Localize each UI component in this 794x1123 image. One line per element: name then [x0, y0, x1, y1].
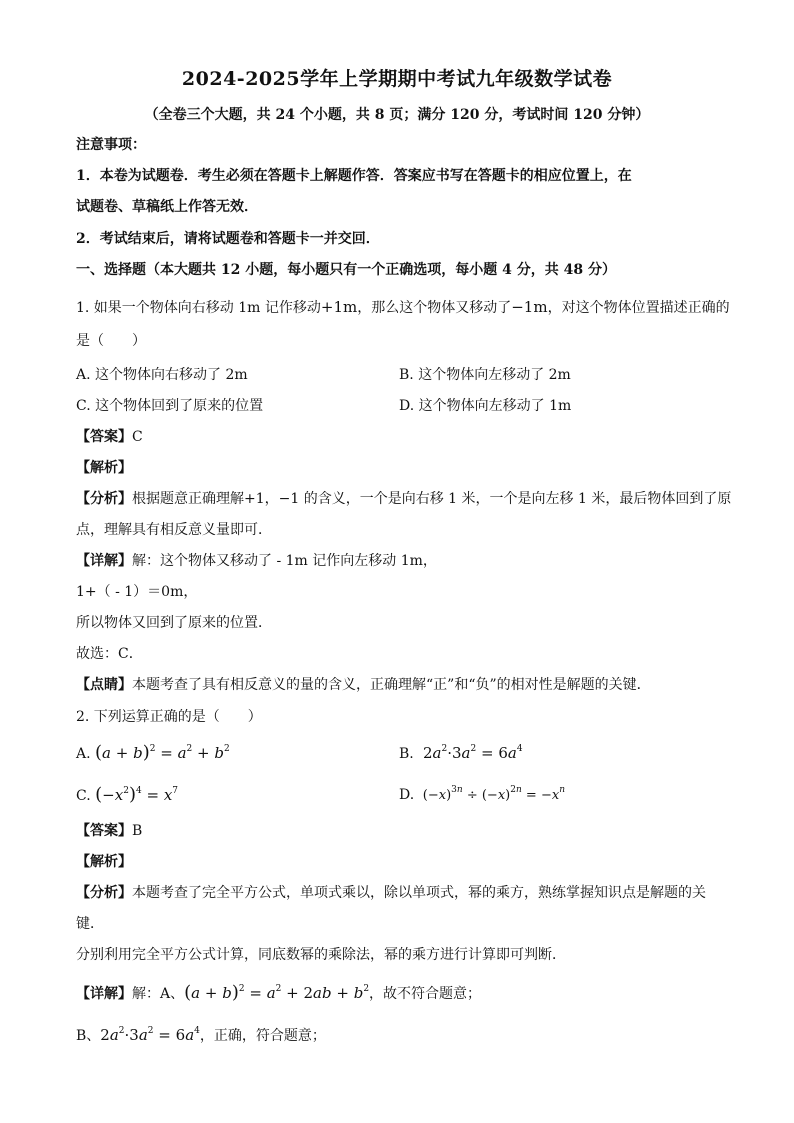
q2-stem: 2. 下列运算正确的是（ ）: [76, 709, 262, 725]
q1-dianjing: [76, 675, 651, 695]
q1-stem-part-1: 1. 如果一个物体向右移动 1m 记作移动: [76, 300, 321, 316]
q2-option-a-label: A.: [76, 746, 91, 762]
q2-option-d-label: D.: [399, 787, 415, 803]
q1-answer: [76, 427, 143, 447]
notice-item-1-line-1: 1．本卷为试题卷．考生必须在答题卡上解题作答．答案应书写在答题卡的相应位置上，在: [76, 168, 632, 184]
q1-dianjing-tag: 【点睛】: [76, 677, 132, 693]
q2-option-d-formula: $(-x)^{3n} \div (-x)^{2n} = -x^n$: [422, 785, 565, 803]
q1-answer-value: C: [132, 429, 143, 445]
q1-dianjing-text: 本题考查了具有相反意义的量的含义，正确理解“正”和“负”的相对性是解题的关键．: [132, 677, 651, 693]
q1-stem-part-3: ，对这个物体位置描述正确的: [547, 300, 730, 316]
q2-xiangjie-a-prefix: 解：A、: [132, 986, 185, 1002]
q1-analysis-tag: 【解析】: [76, 460, 132, 476]
q2-xiangjie-a-suffix: ，故不符合题意；: [369, 986, 482, 1002]
q2-xiangjie-a-formula: $(a + b)^2 = a^2 + 2ab + b^2$: [184, 982, 370, 1003]
q1-option-d: D. 这个物体向左移动了 1m: [399, 398, 572, 414]
q1-xiangjie-line-4: 故选：C．: [76, 646, 143, 662]
q1-stem-part-2: ，那么这个物体又移动了: [357, 300, 512, 316]
q2-answer-tag: 【答案】: [76, 823, 132, 839]
q2-fenxi-line-1: [76, 883, 706, 903]
q1-fenxi-line-1: [76, 489, 731, 509]
q2-option-a: [76, 743, 230, 764]
q1-answer-tag: 【答案】: [76, 429, 132, 445]
q2-xiangjie-a: [76, 983, 481, 1004]
q1-xiangjie-text-1: 解：这个物体又移动了 - 1m 记作向左移动 1m，: [132, 553, 437, 569]
q1-xiangjie-tag: 【详解】: [76, 553, 132, 569]
q1-fenxi-tag: 【分析】: [76, 491, 132, 507]
q1-stem-line-2: 是（ ）: [76, 333, 146, 349]
q1-fenxi-text-1: 根据题意正确理解+1，−1 的含义，一个是向右移 1 米，一个是向左移 1 米，最后物体回到了原: [132, 491, 732, 507]
q2-xiangjie-tag: 【详解】: [76, 986, 132, 1002]
q2-option-c-label: C.: [76, 788, 91, 804]
q1-stem-math-2: −1m: [511, 298, 548, 316]
q2-analysis-tag: 【解析】: [76, 854, 132, 870]
q2-xiangjie-b-prefix: B、: [76, 1028, 101, 1044]
q1-xiangjie-line-2: 1+（ - 1）＝0m，: [76, 584, 198, 600]
q2-option-c-formula: $(-x^2)^4 = x^7$: [95, 784, 179, 805]
page-subtitle: （全卷三个大题，共 24 个小题，共 8 页；满分 120 分，考试时间 120 分钟）: [144, 107, 650, 123]
q2-fenxi-text-1: 本题考查了完全平方公式，单项式乘以，除以单项式，幂的乘方，熟练掌握知识点是解题的关: [132, 885, 706, 901]
q2-option-b-label: B.: [399, 746, 414, 762]
q2-answer-value: B: [132, 823, 143, 839]
page-title: 2024-2025学年上学期期中考试九年级数学试卷: [181, 68, 613, 90]
q2-fenxi-line-2: 键．: [76, 916, 104, 932]
section-1-heading: 一、选择题（本大题共 12 小题，每小题只有一个正确选项，每小题 4 分，共 48 分）: [76, 262, 616, 278]
q2-option-d: [399, 785, 565, 806]
q2-xiangjie-b: [76, 1025, 326, 1046]
q2-option-b: [399, 743, 523, 764]
q2-option-a-formula: $(a + b)^2 = a^2 + b^2$: [95, 742, 230, 763]
notice-item-1-line-2: 试题卷、草稿纸上作答无效．: [76, 199, 258, 215]
q1-xiangjie-line-3: 所以物体又回到了原来的位置．: [76, 615, 272, 631]
notice-heading: 注意事项：: [76, 137, 146, 153]
q1-fenxi-line-2: 点，理解具有相反意义量即可．: [76, 522, 272, 538]
q1-option-a: A. 这个物体向右移动了 2m: [76, 367, 248, 383]
q2-option-b-formula: $2a^2\cdot 3a^2 = 6a^4$: [422, 744, 523, 762]
q2-fenxi-tag: 【分析】: [76, 885, 132, 901]
q2-xiangjie-b-formula: $2a^2\cdot 3a^2 = 6a^4$: [100, 1026, 200, 1044]
q1-xiangjie-line-1: [76, 551, 437, 571]
q1-stem-math-1: +1m: [320, 298, 358, 316]
q2-fenxi-line-3: 分别利用完全平方公式计算，同底数幂的乘除法，幂的乘方进行计算即可判断．: [76, 947, 566, 963]
q2-option-c: [76, 785, 178, 806]
q1-option-b: B. 这个物体向左移动了 2m: [399, 367, 571, 383]
q1-option-c: C. 这个物体回到了原来的位置: [76, 398, 264, 414]
notice-item-2: 2．考试结束后，请将试题卷和答题卡一并交回．: [76, 231, 380, 247]
q2-xiangjie-b-suffix: ，正确，符合题意；: [199, 1028, 326, 1044]
q1-stem-line-1: [76, 297, 730, 318]
q2-answer: [76, 821, 142, 841]
